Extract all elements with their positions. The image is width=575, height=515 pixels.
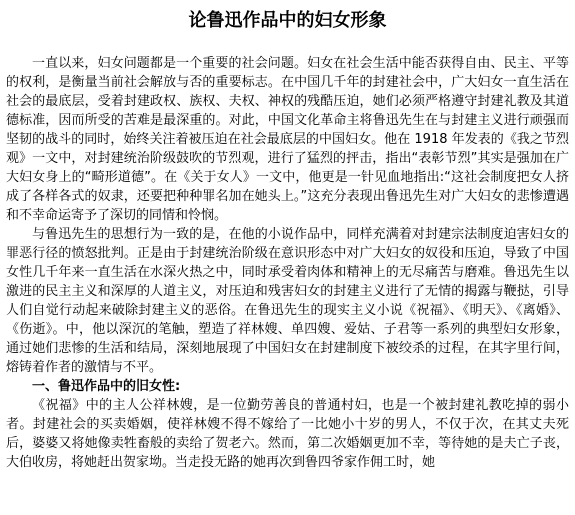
document-body bbox=[6, 54, 569, 472]
paragraph-second: 与鲁迅先生的思想行为一致的是，在他的小说作品中，同样充满着对封建宗法制度迫害妇女的罪恶行径的愤怒批判。正是由于封建统治阶级在意识形态中对广大妇女的奴役和压迫，导致了中国女性几千年来一直生活在水深火热之中，同时承受着肉体和精神上的无尽痛苦与磨难。鲁迅先生以激进的民主主义和深厚的人道主义，对压迫和残害妇女的封建主义进行了无情的揭露与鞭挞，引导人们自觉行动起来破除封建主义的恶俗。在鲁迅先生的现实主义小说《祝福》、《明天》、《离婚》、《伤逝》。中，他以深沉的笔触，塑造了祥林嫂、单四嫂、爱姑、子君等一系列的典型妇女形象，通过她们悲惨的生活和结局，深刻地展现了中国妇女在封建制度下被绞杀的过程，在其字里行间，熔铸着作者的激情与不平。 bbox=[6, 227, 569, 375]
title-spacer bbox=[6, 36, 569, 54]
paragraph-intro: 一直以来，妇女问题都是一个重要的社会问题。妇女在社会生活中能否获得自由、民主、平等的权利，是衡量当前社会解放与否的重要标志。在中国几千年的封建社会中，广大妇女一直生活在社会的最底层，受着封建政权、族权、夫权、神权的残酷压迫，她们必须严格遵守封建礼教及其道德标准，因而所受的苦难是最深重的。对此，中国文化革命主将鲁迅先生在与封建主义进行顽强而坚韧的战斗的同时，始终关注着被压迫在社会最底层的中国妇女。他在 1918 年发表的《我之节烈观》一文中，对封建统治阶级鼓吹的节烈观，进行了猛烈的抨击，指出“表彰节烈”其实是强加在广大妇女身上的“畸形道德”。在《关于女人》一文中，他更是一针见血地指出:“这社会制度把女人挤成了各样各式的奴隶，还要把种种罪名加在她头上。”这充分表现出鲁迅先生对广大妇女的悲惨遭遇和不幸命运寄予了深切的同情和怜悯。 bbox=[6, 56, 569, 223]
section-heading: 一、鲁迅作品中的旧女性: bbox=[32, 379, 181, 394]
document-title: 论鲁迅作品中的妇女形象 bbox=[188, 10, 387, 31]
section-paragraph: 《祝福》中的主人公祥林嫂，是一位勤劳善良的普通村妇，也是一个被封建礼教吃掉的弱小者。封建社会的买卖婚姻，使祥林嫂不得不嫁给了一比她小十岁的男人，不仅于次，在其丈夫死后，婆婆又将她像卖牲畜般的卖给了贺老六。然而，第二次婚姻更加不幸，等待她的是夫亡子丧，大伯收房，将她赶出贺家坳。当走投无路的她再次到鲁四爷家作佣工时，她 bbox=[6, 398, 569, 470]
